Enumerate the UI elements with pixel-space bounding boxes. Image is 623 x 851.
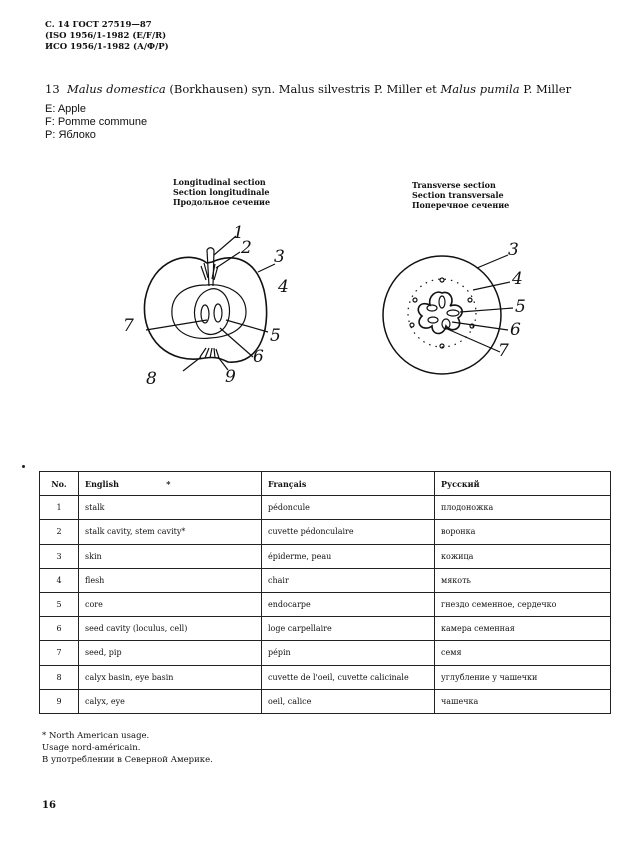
common-name-fr: F: Pomme commune — [45, 116, 148, 128]
longitudinal-labels — [123, 223, 289, 389]
footnote — [42, 730, 213, 766]
fig-label-5: 5 — [270, 326, 281, 346]
cell-french: cuvette pédonculaire — [262, 520, 435, 544]
cell-no: 7 — [40, 641, 79, 665]
species-author: (Borkhausen) — [169, 82, 248, 96]
cell-russian: плодоножка — [435, 496, 611, 520]
table-row — [40, 592, 611, 616]
fig-label-8: 8 — [146, 369, 157, 389]
cell-no: 4 — [40, 568, 79, 592]
iso-designation-ru: ИСО 1956/1-1982 (А/Ф/Р) — [45, 42, 169, 52]
fig-label-6: 6 — [253, 347, 264, 367]
caption-fr: Section transversale — [412, 190, 504, 200]
fig-label-9: 9 — [225, 367, 236, 387]
cell-no: 3 — [40, 544, 79, 568]
fig-label-3: 3 — [508, 240, 519, 260]
cell-french: pédoncule — [262, 496, 435, 520]
common-name-ru: P: Яблоко — [45, 129, 96, 141]
cell-no: 9 — [40, 689, 79, 713]
cell-french: loge carpellaire — [262, 617, 435, 641]
header-no: No. — [40, 472, 79, 496]
cell-french: oeil, calice — [262, 689, 435, 713]
fig-label-7: 7 — [498, 341, 509, 361]
species-latin-name: Malus domestica — [66, 82, 166, 96]
table-row — [40, 520, 611, 544]
table-row — [40, 544, 611, 568]
cell-french: chair — [262, 568, 435, 592]
species-number: 13 — [45, 82, 60, 96]
cell-no: 6 — [40, 617, 79, 641]
header-mark: * — [166, 478, 171, 489]
cell-russian: кожица — [435, 544, 611, 568]
cell-no: 5 — [40, 592, 79, 616]
fig-label-5: 5 — [515, 297, 526, 317]
cell-english: stalk cavity, stem cavity* — [79, 520, 262, 544]
header-french: Français — [262, 472, 435, 496]
species-alt-name: Malus pumila — [440, 82, 520, 96]
cell-french: épiderme, peau — [262, 544, 435, 568]
transverse-section-drawing — [383, 255, 513, 374]
table-header-row — [40, 472, 611, 496]
species-synonym: syn. Malus silvestris P. Miller et — [251, 82, 437, 96]
cell-english: core — [79, 592, 262, 616]
cell-english: calyx, eye — [79, 689, 262, 713]
table-row — [40, 617, 611, 641]
common-name-en: E: Apple — [45, 103, 86, 115]
fig-label-6: 6 — [510, 320, 521, 340]
fig-label-4: 4 — [278, 277, 289, 297]
iso-designation: (ISO 1956/1-1982 (E/F/R) — [45, 31, 167, 41]
table-row — [40, 568, 611, 592]
cell-russian: мякоть — [435, 568, 611, 592]
cell-russian: гнездо семенное, сердечко — [435, 592, 611, 616]
cell-english: calyx basin, eye basin — [79, 665, 262, 689]
caption-ru: Продольное сечение — [173, 197, 271, 207]
cell-russian: воронка — [435, 520, 611, 544]
header-russian: Русский — [435, 472, 611, 496]
cell-english: skin — [79, 544, 262, 568]
footnote-fr: Usage nord-américain. — [42, 743, 141, 753]
cell-no: 1 — [40, 496, 79, 520]
fig-label-3: 3 — [274, 247, 285, 267]
footnote-en: * North American usage. — [42, 731, 150, 741]
caption-ru: Поперечное сечение — [412, 200, 510, 210]
page-number: 16 — [42, 800, 56, 811]
table-row — [40, 496, 611, 520]
cell-russian: чашечка — [435, 689, 611, 713]
fig-label-7: 7 — [123, 316, 134, 336]
cell-no: 8 — [40, 665, 79, 689]
transverse-labels — [498, 240, 526, 361]
scan-speck — [22, 465, 25, 468]
footnote-ru: В употреблении в Северной Америке. — [42, 755, 213, 765]
table-row — [40, 641, 611, 665]
cell-russian: углубление у чашечки — [435, 665, 611, 689]
header-english: English * — [79, 472, 262, 496]
standard-designation: С. 14 ГОСТ 27519—87 — [45, 20, 152, 30]
cell-french: endocarpe — [262, 592, 435, 616]
cell-english: stalk — [79, 496, 262, 520]
table-row — [40, 665, 611, 689]
cell-french: cuvette de l'oeil, cuvette calicinale — [262, 665, 435, 689]
cell-russian: камера семенная — [435, 617, 611, 641]
species-alt-author: P. Miller — [523, 82, 572, 96]
cell-no: 2 — [40, 520, 79, 544]
cell-french: pépin — [262, 641, 435, 665]
caption-en: Longitudinal section — [173, 177, 266, 187]
fig-label-2: 2 — [241, 238, 252, 258]
cell-russian: семя — [435, 641, 611, 665]
fig-label-4: 4 — [512, 269, 523, 289]
caption-fr: Section longitudinale — [173, 187, 270, 197]
terms-table — [39, 471, 611, 714]
fig-label-1: 1 — [233, 223, 244, 243]
cell-english: flesh — [79, 568, 262, 592]
cell-english: seed cavity (loculus, cell) — [79, 617, 262, 641]
table-row — [40, 689, 611, 713]
cell-english: seed, pip — [79, 641, 262, 665]
caption-en: Transverse section — [412, 180, 496, 190]
